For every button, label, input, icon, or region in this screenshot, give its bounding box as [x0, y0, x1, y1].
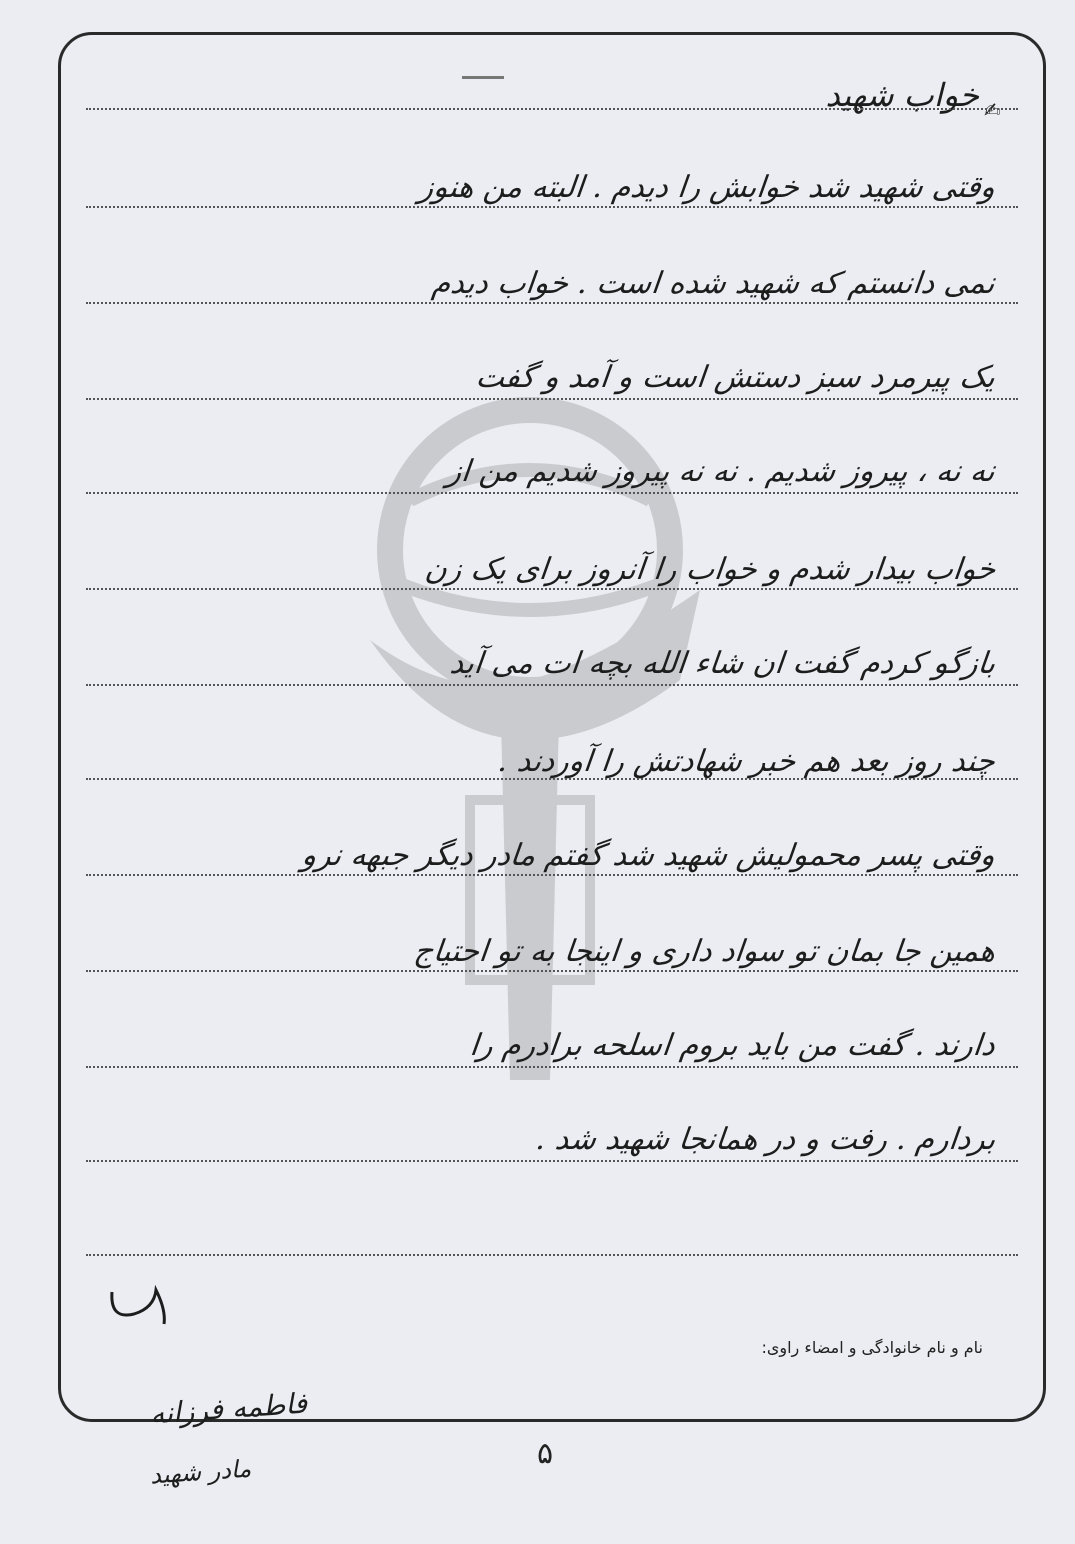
ruled-line	[86, 970, 1018, 972]
ruled-line	[86, 684, 1018, 686]
body-line-1: وقتی شهید شد خوابش را دیدم . البته من هنوز	[417, 170, 997, 205]
body-line-7: چند روز بعد هم خبر شهادتش را آوردند .	[496, 744, 997, 779]
body-line-5: خواب بیدار شدم و خواب را آنروز برای یک زن	[422, 552, 997, 587]
body-line-6: بازگو کردم گفت ان شاء الله بچه ات می آید	[447, 646, 997, 681]
body-line-3: یک پیرمرد سبز دستش است و آمد و گفت	[474, 360, 997, 395]
ruled-line	[86, 1254, 1018, 1256]
pencil-writing-icon: ✍	[984, 98, 1001, 122]
ruled-line	[86, 874, 1018, 876]
signature-role: مادر شهید	[149, 1454, 252, 1490]
body-line-11: بردارم . رفت و در همانجا شهید شد .	[533, 1122, 997, 1157]
top-dash	[462, 76, 504, 79]
ruled-line	[86, 492, 1018, 494]
signature-name: فاطمه فرزانه	[149, 1386, 309, 1431]
page-title: خواب شهید	[825, 76, 979, 114]
ruled-line	[86, 108, 1018, 110]
ruled-line	[86, 1066, 1018, 1068]
body-line-2: نمی دانستم که شهید شده است . خواب دیدم	[430, 266, 997, 301]
handwritten-mark-icon	[104, 1280, 184, 1330]
body-line-8: وقتی پسر محمولیش شهید شد گفتم مادر دیگر جبهه نرو	[300, 838, 997, 873]
ruled-line	[86, 302, 1018, 304]
page-number: ۵	[537, 1436, 554, 1471]
body-line-9: همین جا بمان تو سواد داری و اینجا به تو احتیاج	[411, 934, 997, 969]
narrator-label: نام و نام خانوادگی و امضاء راوی:	[761, 1338, 983, 1357]
ruled-line	[86, 588, 1018, 590]
ruled-line	[86, 398, 1018, 400]
ruled-line	[86, 1160, 1018, 1162]
ruled-line	[86, 206, 1018, 208]
body-line-10: دارند . گفت من باید بروم اسلحه برادرم را	[468, 1028, 997, 1063]
ruled-line	[86, 778, 1018, 780]
body-line-4: نه نه ، پیروز شدیم . نه نه پیروز شدیم من از	[445, 454, 997, 489]
